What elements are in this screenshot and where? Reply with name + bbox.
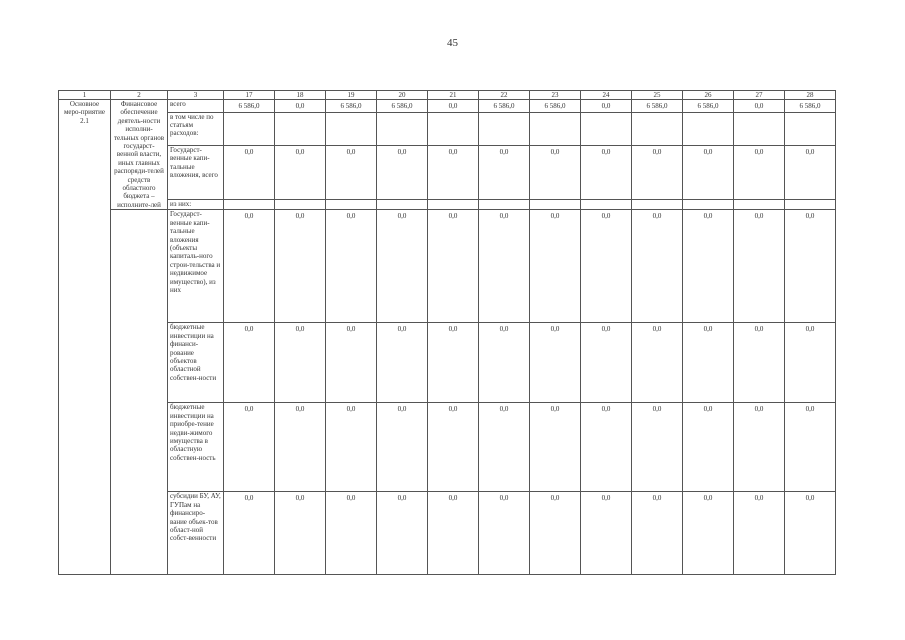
value-cell: 0,0 <box>224 492 275 575</box>
row-label: субсидии БУ, АУ, ГУПам на финансиро-вание объек-тов област-ной собст-венности <box>168 492 224 575</box>
header-cell: 28 <box>785 91 836 100</box>
value-cell: 0,0 <box>683 146 734 200</box>
value-cell: 0,0 <box>224 146 275 200</box>
header-row <box>59 91 836 100</box>
value-cell: 0,0 <box>683 323 734 403</box>
value-cell: 0,0 <box>224 403 275 492</box>
value-cell: 6 586,0 <box>632 100 683 113</box>
value-cell: 0,0 <box>428 100 479 113</box>
row-label: Государст-венные капи-тальные вложения (объекты капиталь-ного строи-тельства и недвижимое имущество), из них <box>168 210 224 323</box>
value-cell: 0,0 <box>734 210 785 323</box>
table-row <box>59 146 836 200</box>
value-cell <box>530 200 581 210</box>
value-cell: 6 586,0 <box>785 100 836 113</box>
value-cell: 0,0 <box>377 403 428 492</box>
measure-name-cell: Основное меро-приятие 2.1 <box>59 100 111 575</box>
value-cell <box>224 200 275 210</box>
value-cell: 0,0 <box>377 323 428 403</box>
value-cell: 0,0 <box>428 323 479 403</box>
table-row <box>59 403 836 492</box>
value-cell <box>275 200 326 210</box>
value-cell: 0,0 <box>683 492 734 575</box>
value-cell: 0,0 <box>632 210 683 323</box>
value-cell <box>734 112 785 145</box>
page-number: 45 <box>447 37 458 49</box>
table-row <box>59 100 836 113</box>
value-cell: 6 586,0 <box>530 100 581 113</box>
value-cell: 6 586,0 <box>479 100 530 113</box>
value-cell: 0,0 <box>377 492 428 575</box>
value-cell: 0,0 <box>683 210 734 323</box>
value-cell: 0,0 <box>530 210 581 323</box>
header-cell: 2 <box>111 91 168 100</box>
table-row <box>59 200 836 210</box>
value-cell: 0,0 <box>428 403 479 492</box>
value-cell: 0,0 <box>581 323 632 403</box>
value-cell: 0,0 <box>734 100 785 113</box>
value-cell: 0,0 <box>479 210 530 323</box>
value-cell <box>785 112 836 145</box>
value-cell: 6 586,0 <box>326 100 377 113</box>
header-cell: 27 <box>734 91 785 100</box>
value-cell: 0,0 <box>581 492 632 575</box>
header-cell: 26 <box>683 91 734 100</box>
value-cell <box>581 200 632 210</box>
header-cell: 18 <box>275 91 326 100</box>
value-cell: 0,0 <box>326 210 377 323</box>
value-cell: 0,0 <box>581 210 632 323</box>
measure-description-cell: Финансовое обеспечение деятель-ности исполни-тельных органов государст-венной власти, иных главных распоряди-телей средств областного бюджета – исполните-лей <box>111 100 168 210</box>
value-cell <box>326 200 377 210</box>
value-cell: 0,0 <box>275 100 326 113</box>
header-cell: 20 <box>377 91 428 100</box>
value-cell <box>785 200 836 210</box>
value-cell: 6 586,0 <box>683 100 734 113</box>
table-row <box>59 112 836 145</box>
value-cell: 0,0 <box>377 210 428 323</box>
value-cell: 0,0 <box>377 146 428 200</box>
header-cell: 22 <box>479 91 530 100</box>
value-cell: 0,0 <box>479 323 530 403</box>
value-cell: 0,0 <box>683 403 734 492</box>
row-label: Государст-венные капи-тальные вложения, всего <box>168 146 224 200</box>
value-cell: 0,0 <box>479 492 530 575</box>
value-cell: 0,0 <box>581 100 632 113</box>
header-cell: 1 <box>59 91 111 100</box>
value-cell: 0,0 <box>734 146 785 200</box>
value-cell: 0,0 <box>275 403 326 492</box>
value-cell: 0,0 <box>275 146 326 200</box>
value-cell: 0,0 <box>632 492 683 575</box>
value-cell: 0,0 <box>275 323 326 403</box>
value-cell: 0,0 <box>530 323 581 403</box>
value-cell: 0,0 <box>326 146 377 200</box>
value-cell: 0,0 <box>632 146 683 200</box>
value-cell <box>683 200 734 210</box>
value-cell: 0,0 <box>530 146 581 200</box>
table-row <box>59 210 836 323</box>
value-cell: 0,0 <box>530 492 581 575</box>
value-cell <box>530 112 581 145</box>
value-cell: 0,0 <box>326 403 377 492</box>
value-cell: 0,0 <box>581 403 632 492</box>
row-label: бюджетные инвестиции на приобре-тение недви-жимого имущества в областную собствен-ность <box>168 403 224 492</box>
value-cell: 0,0 <box>326 323 377 403</box>
value-cell <box>734 200 785 210</box>
value-cell <box>479 200 530 210</box>
value-cell: 0,0 <box>632 403 683 492</box>
empty-cell <box>111 210 168 575</box>
value-cell: 0,0 <box>479 146 530 200</box>
value-cell <box>632 112 683 145</box>
header-cell: 19 <box>326 91 377 100</box>
row-label: бюджетные инвестиции на финанси-рование объектов областной собствен-ности <box>168 323 224 403</box>
value-cell: 6 586,0 <box>377 100 428 113</box>
value-cell: 0,0 <box>428 210 479 323</box>
value-cell: 0,0 <box>479 403 530 492</box>
value-cell: 0,0 <box>785 492 836 575</box>
table-row <box>59 492 836 575</box>
budget-table <box>58 90 836 575</box>
table-row <box>59 323 836 403</box>
row-label: из них: <box>168 200 224 210</box>
header-cell: 3 <box>168 91 224 100</box>
value-cell <box>428 112 479 145</box>
value-cell: 0,0 <box>785 323 836 403</box>
value-cell <box>632 200 683 210</box>
value-cell: 0,0 <box>581 146 632 200</box>
value-cell: 0,0 <box>275 492 326 575</box>
value-cell <box>224 112 275 145</box>
value-cell: 0,0 <box>224 323 275 403</box>
row-label: всего <box>168 100 224 113</box>
value-cell: 0,0 <box>632 323 683 403</box>
value-cell: 0,0 <box>428 146 479 200</box>
header-cell: 21 <box>428 91 479 100</box>
value-cell: 0,0 <box>530 403 581 492</box>
value-cell <box>377 112 428 145</box>
value-cell: 0,0 <box>275 210 326 323</box>
value-cell: 0,0 <box>428 492 479 575</box>
value-cell: 0,0 <box>734 492 785 575</box>
value-cell <box>377 200 428 210</box>
value-cell: 0,0 <box>734 323 785 403</box>
value-cell: 0,0 <box>326 492 377 575</box>
value-cell <box>683 112 734 145</box>
value-cell: 6 586,0 <box>224 100 275 113</box>
value-cell <box>428 200 479 210</box>
value-cell <box>581 112 632 145</box>
header-cell: 23 <box>530 91 581 100</box>
value-cell: 0,0 <box>734 403 785 492</box>
header-cell: 25 <box>632 91 683 100</box>
value-cell: 0,0 <box>785 210 836 323</box>
value-cell <box>479 112 530 145</box>
row-label: в том числе по статьям расходов: <box>168 112 224 145</box>
value-cell: 0,0 <box>224 210 275 323</box>
value-cell: 0,0 <box>785 403 836 492</box>
value-cell <box>275 112 326 145</box>
header-cell: 17 <box>224 91 275 100</box>
header-cell: 24 <box>581 91 632 100</box>
value-cell: 0,0 <box>785 146 836 200</box>
value-cell <box>326 112 377 145</box>
